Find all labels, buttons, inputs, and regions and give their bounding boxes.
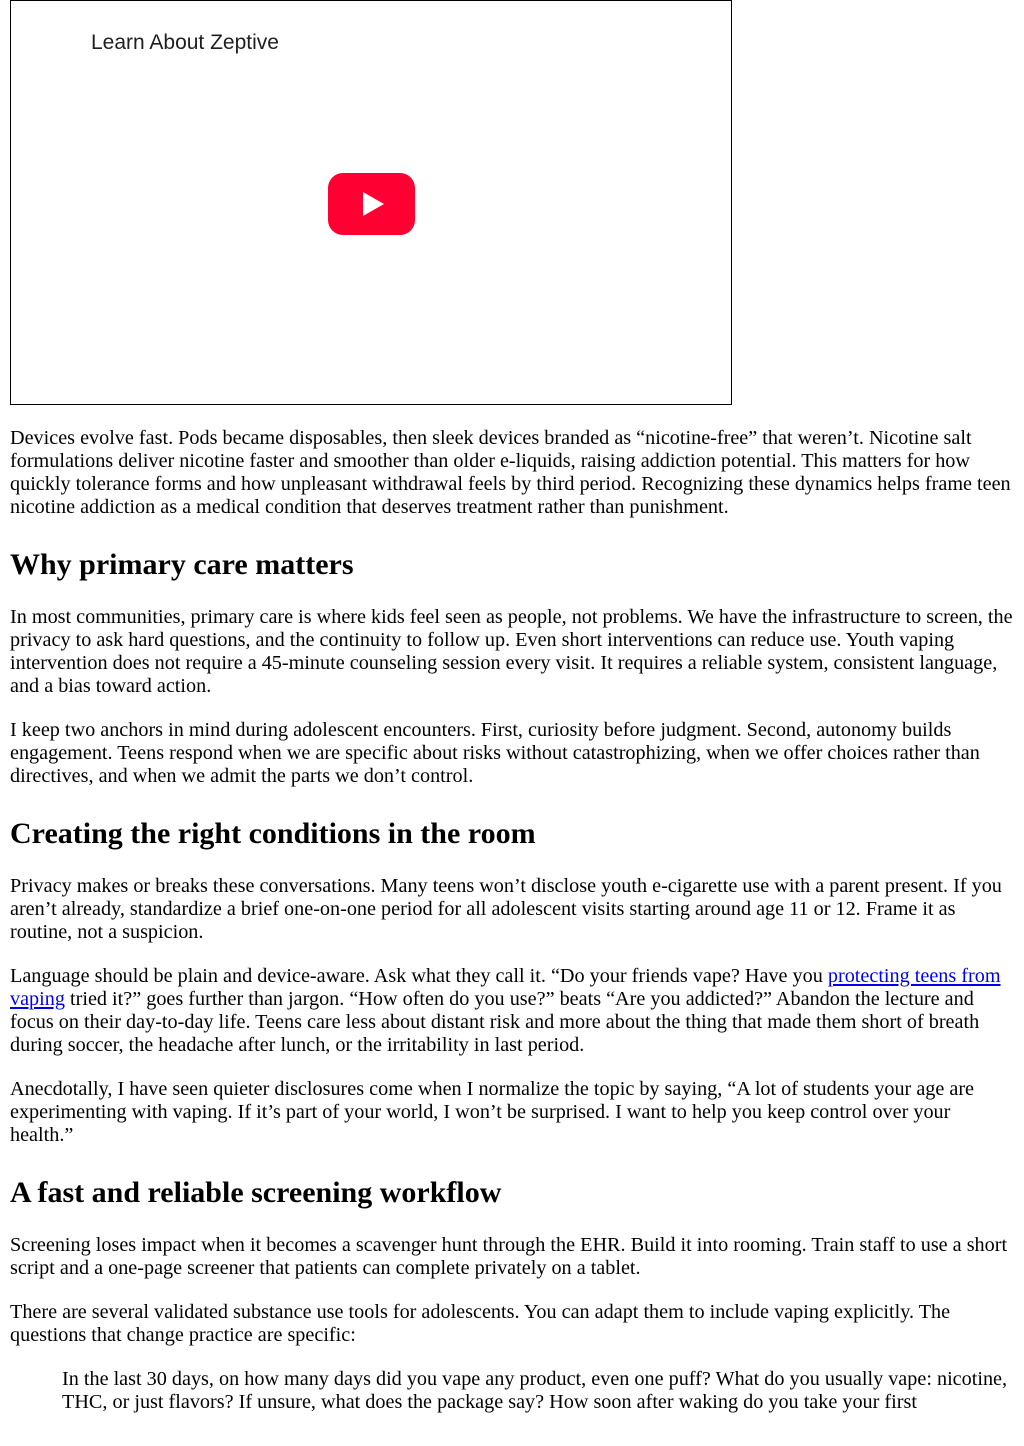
- section-heading: Why primary care matters: [10, 548, 354, 581]
- paragraph: Devices evolve fast. Pods became disposables, then sleek devices branded as “nicotine-free” that weren’t. Nicotine salt formulations deliver nicotine faster and smoother than older e-liquids, raising addiction potential. This matters for how quickly tolerance forms and how unpleasant withdrawal feels by third period. Recognizing these dynamics helps frame teen nicotine addiction as a medical condition that deserves treatment rather than punishment.: [10, 427, 1011, 518]
- paragraph: Anecdotally, I have seen quieter disclosures come when I normalize the topic by saying, “A lot of students your age are experimenting with vaping. If it’s part of your world, I won’t be surprised. I want to help you keep control over your health.”: [10, 1078, 975, 1146]
- paragraph-text: Language should be plain and device-aware. Ask what they call it. “Do your friends vape? Have you: [10, 965, 828, 987]
- paragraph-text: tried it?” goes further than jargon. “How often do you use?” beats “Are you addicted?” Abandon the lecture and focus on their day-to-day life. Teens care less about distant risk and more about the thing that made them short of breath during soccer, the headache after lunch, or the irritability in last period.: [10, 988, 980, 1056]
- paragraph: I keep two anchors in mind during adolescent encounters. First, curiosity before judgment. Second, autonomy builds engagement. Teens respond when we are specific about risks without catastrophizing, when we offer choices rather than directives, and when we admit the parts we don’t control.: [10, 719, 980, 787]
- paragraph: There are several validated substance use tools for adolescents. You can adapt them to include vaping explicitly. The questions that change practice are specific:: [10, 1301, 951, 1346]
- section-heading: Creating the right conditions in the room: [10, 817, 536, 850]
- video-embed[interactable]: [10, 0, 732, 405]
- video-title[interactable]: Learn About Zeptive: [91, 31, 279, 54]
- paragraph: In most communities, primary care is where kids feel seen as people, not problems. We have the infrastructure to screen, the privacy to ask hard questions, and the continuity to follow up. Even short interventions can reduce use. Youth vaping intervention does not require a 45-minute counseling session every visit. It requires a reliable system, consistent language, and a bias toward action.: [10, 606, 1013, 697]
- paragraph: [10, 965, 1014, 1057]
- paragraph: Screening loses impact when it becomes a scavenger hunt through the EHR. Build it into rooming. Train staff to use a short script and a one-page screener that patients can complete privately on a tablet.: [10, 1234, 1008, 1279]
- blockquote: In the last 30 days, on how many days did you vape any product, even one puff? What do you usually vape: nicotine, THC, or just flavors? If unsure, what does the package say? How soon after waking do you take your first: [62, 1368, 1008, 1413]
- section-heading: A fast and reliable screening workflow: [10, 1176, 502, 1209]
- youtube-play-icon[interactable]: [328, 173, 415, 235]
- protecting-teens-link[interactable]: protecting teens from vaping: [10, 965, 1001, 1010]
- paragraph: Privacy makes or breaks these conversations. Many teens won’t disclose youth e-cigarette use with a parent present. If you aren’t already, standardize a brief one-on-one period for all adolescent visits starting around age 11 or 12. Frame it as routine, not a suspicion.: [10, 875, 1002, 943]
